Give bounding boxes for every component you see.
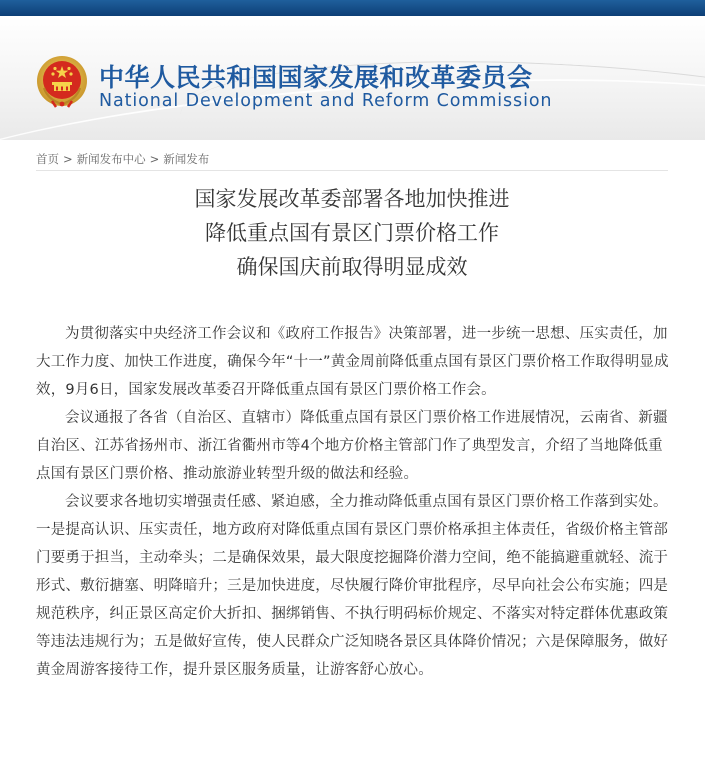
breadcrumb-separator: > — [63, 152, 73, 166]
article-title-line: 降低重点国有景区门票价格工作 — [205, 221, 499, 245]
content-area — [0, 140, 705, 779]
article-paragraph: 会议要求各地切实增强责任感、紧迫感，全力推动降低重点国有景区门票价格工作落到实处。一是提高认识、压实责任，地方政府对降低重点国有景区门票价格承担主体责任，省级价格主管部门要勇于担当，主动牵头；二是确保效果，最大限度挖掘降价潜力空间，绝不能搞避重就轻、流于形式、敷衍搪塞、明降暗升；三是加快进度，尽快履行降价审批程序，尽早向社会公布实施；四是规范秩序，纠正景区高定价大折扣、捆绑销售、不执行明码标价规定、不落实对特定群体优惠政策等违法违规行为；五是做好宣传，使人民群众广泛知晓各景区具体降价情况；六是保障服务，做好黄金周游客接待工作，提升景区服务质量，让游客舒心放心。 — [36, 494, 669, 678]
national-emblem-icon[interactable] — [34, 54, 90, 110]
top-bar — [0, 0, 705, 16]
breadcrumb — [36, 151, 209, 167]
breadcrumb-separator: > — [149, 152, 160, 166]
article-paragraph: 为贯彻落实中央经济工作会议和《政府工作报告》决策部署，进一步统一思想、压实责任，加大工作力度、加快工作进度，确保今年“十一”黄金周前降低重点国有景区门票价格工作取得明显成效，9月6日，国家发展改革委召开降低重点国有景区门票价格工作会。 — [36, 326, 669, 398]
breadcrumb-home-link[interactable]: 首页 — [36, 152, 59, 166]
org-name-en[interactable]: National Development and Reform Commission — [99, 91, 553, 111]
article-title-line: 确保国庆前取得明显成效 — [236, 255, 468, 279]
breadcrumb-news-center-link[interactable]: 新闻发布中心 — [76, 152, 146, 166]
org-name-cn[interactable]: 中华人民共和国国家发展和改革委员会 — [99, 63, 533, 92]
article-body — [36, 320, 676, 684]
breadcrumb-divider — [36, 170, 668, 171]
article-title — [36, 182, 668, 284]
site-header — [0, 16, 705, 140]
article-paragraph: 会议通报了各省（自治区、直辖市）降低重点国有景区门票价格工作进展情况，云南省、新疆自治区、江苏省扬州市、浙江省衢州市等4个地方价格主管部门作了典型发言，介绍了当地降低重点国有景区门票价格、推动旅游业转型升级的做法和经验。 — [36, 410, 668, 482]
article-title-line: 国家发展改革委部署各地加快推进 — [194, 187, 510, 211]
breadcrumb-news-release-link[interactable]: 新闻发布 — [163, 152, 210, 166]
